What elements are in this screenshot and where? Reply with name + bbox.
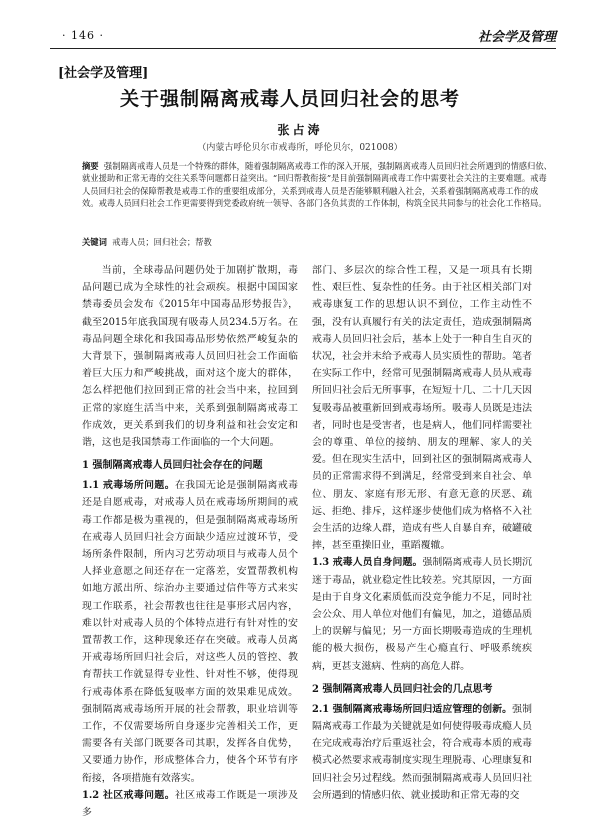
- section-1-3-label: 1.3 戒毒人员自身问题。: [312, 557, 423, 569]
- running-header: [50, 26, 556, 48]
- abstract: [82, 160, 552, 210]
- section-1-1-text: 在我国无论是强制隔离戒毒还是自愿戒毒，对戒毒人员在戒毒场所期间的戒毒工作都是极为重视的，但是强制隔离戒毒场所在戒毒人员回归社会方面缺少适应过渡环节，受场所条件限制，所内习艺劳动项目与戒毒人员个人择业意愿之间还存在一定落差，安置帮教机构如地方派出所、综治办主要通过信件等方式来实现工作联系，社会帮教也往往是事形式居内容，难以针对戒毒人员的个体特点进行有针对性的安置帮教工作，这种现象还存在突破。戒毒人员离开戒毒场所回归社会后，对这些人员的管控、教育帮扶工作就显得专业性、针对性不够，使得现行戒毒体系在降低复吸率方面的效果难见成效。强制隔离戒毒场所开展的社会帮教，职业培训等工作，不仅需要场所自身逐步完善相关工作，更需要各有关部门既要各司其职，发挥各自优势，又要通力协作，形成整体合力，使各个环节有序衔接，各项措施有效落实。: [82, 480, 298, 784]
- section-1-1-label: 1.1 戒毒场所问题。: [82, 480, 175, 492]
- section-1-2: [82, 787, 298, 821]
- section-1-2-continued: 部门、多层次的综合性工程，又是一项具有长期性、艰巨性、复杂性的任务。由于社区相关部门对戒毒康复工作的思想认识不到位，工作主动性不强，没有认真履行有关的法定责任，造成强制隔离戒毒人员回归社会后，基本上处于一种自生自灭的状况，社会并未给予戒毒人员实质性的帮助。笔者在实际工作中，经常可见强制隔离戒毒人员从戒毒所回归社会后无所事事，在短短十几、二十几天因复吸毒品被重新回到戒毒场所。吸毒人员既是违法者，同时也是受害者，也是病人，他们同样需要社会的尊重、单位的接纳、朋友的理解、家人的关爱。但在现实生活中，回到社区的强制隔离戒毒人员的正常需求得不到满足，经常受到来自社会、单位、朋友、家庭有形无形、有意无意的厌恶、疏远、拒绝、排斥，这样逐步使他们成为格格不入社会生活的边缘人群，造成有些人自暴自弃，破罐破摔，甚至重操旧业，重蹈覆辙。: [312, 265, 532, 552]
- section-1-heading: 1 强制隔离戒毒人员回归社会存在的问题: [82, 460, 263, 472]
- body-column-left: [82, 262, 298, 821]
- column-label: [社会学及管理]: [58, 66, 149, 81]
- page-number: · 146 ·: [62, 29, 104, 42]
- section-1-2-text: 社区戒毒工作既是一项涉及多: [82, 789, 298, 819]
- abstract-label: 摘要: [82, 161, 99, 171]
- article-title: 关于强制隔离戒毒人员回归社会的思考: [120, 88, 461, 110]
- section-2-1-text: 强制隔离戒毒工作最为关键就是如何使得吸毒成瘾人员在完成戒毒治疗后重返社会，符合戒毒本质的戒毒模式必然要求戒毒制度实现生理脱毒、心理康复和回归社会另过程线。然而强制隔离戒毒人员回归社会所遇到的情感归依、就业援助和正常无毒的交: [312, 703, 532, 801]
- section-1-3: [312, 554, 532, 674]
- author-affiliation: （内蒙古呼伦贝尔市戒毒所，呼伦贝尔，021008）: [197, 143, 403, 153]
- intro-paragraph: 当前，全球毒品问题仍处于加剧扩散期，毒品问题已成为全球性的社会顽疾。根据中国国家禁毒委员会发布《2015年中国毒品形势报告》，截至2015年底我国现有吸毒人员234.5万名。在毒品问题全球化和我国毒品形势依然严峻复杂的大背景下，强制隔离戒毒人员回归社会工作面临着巨大压力和严峻挑战，面对这个庞大的群体，怎么样把他们拉回到正常的社会当中来，拉回到正常的家庭生活当中来，关系到强制隔离戒毒工作成效，更关系到我们的切身利益和社会安定和谐，这也是我国禁毒工作面临的一个大问题。: [82, 265, 298, 449]
- journal-name: 社会学及管理: [477, 30, 556, 45]
- section-1-2-label: 1.2 社区戒毒问题。: [82, 789, 175, 801]
- header-rule: [50, 48, 556, 49]
- section-2-heading: 2 强制隔离戒毒人员回归社会的几点思考: [312, 683, 493, 695]
- abstract-text: 强制隔离戒毒人员是一个特殊的群体，随着强制隔离戒毒工作的深入开展，强制隔离戒毒人员回归社会所遇到的情感归依、就业援助和正常无毒的交往关系等问题都日益突出。“回归帮教衔接”是目前强制隔离戒毒工作中需要社会关注的主要难题。戒毒人员回归社会的保障帮教是戒毒工作的重要组成部分，关系到戒毒人员是否能够顺利融入社会，关系着强制隔离戒毒工作的成效。戒毒人员回归社会工作更需要得到党委政府统一领导、各部门各负其责的工作体制，构筑全民共同参与的社会化工作格局。: [82, 161, 552, 209]
- author-name: 张占涛: [277, 123, 323, 137]
- section-2-1: [312, 701, 532, 804]
- keywords: [82, 236, 552, 248]
- section-1-3-text: 强制隔离戒毒人员长期沉迷于毒品，就业稳定性比较差。究其原因，一方面是由于自身文化素质低而没竞争能力不足，同时社会公众、用人单位对他们有偏见，加之，道德品质上的误解与偏见；另一方面长期吸毒造成的生理机能的极大损伤，极易产生心瘾直行、呼吸系统疾病，更甚支滋病、性病的高危人群。: [312, 557, 532, 672]
- section-2-1-label: 2.1 强制隔离戒毒场所回归适应管理的创新。: [312, 703, 513, 715]
- section-1-1: [82, 477, 298, 787]
- body-column-right: [312, 262, 532, 804]
- keywords-label: 关键词: [82, 237, 107, 247]
- keywords-text: 戒毒人员；回归社会；帮教: [112, 237, 212, 247]
